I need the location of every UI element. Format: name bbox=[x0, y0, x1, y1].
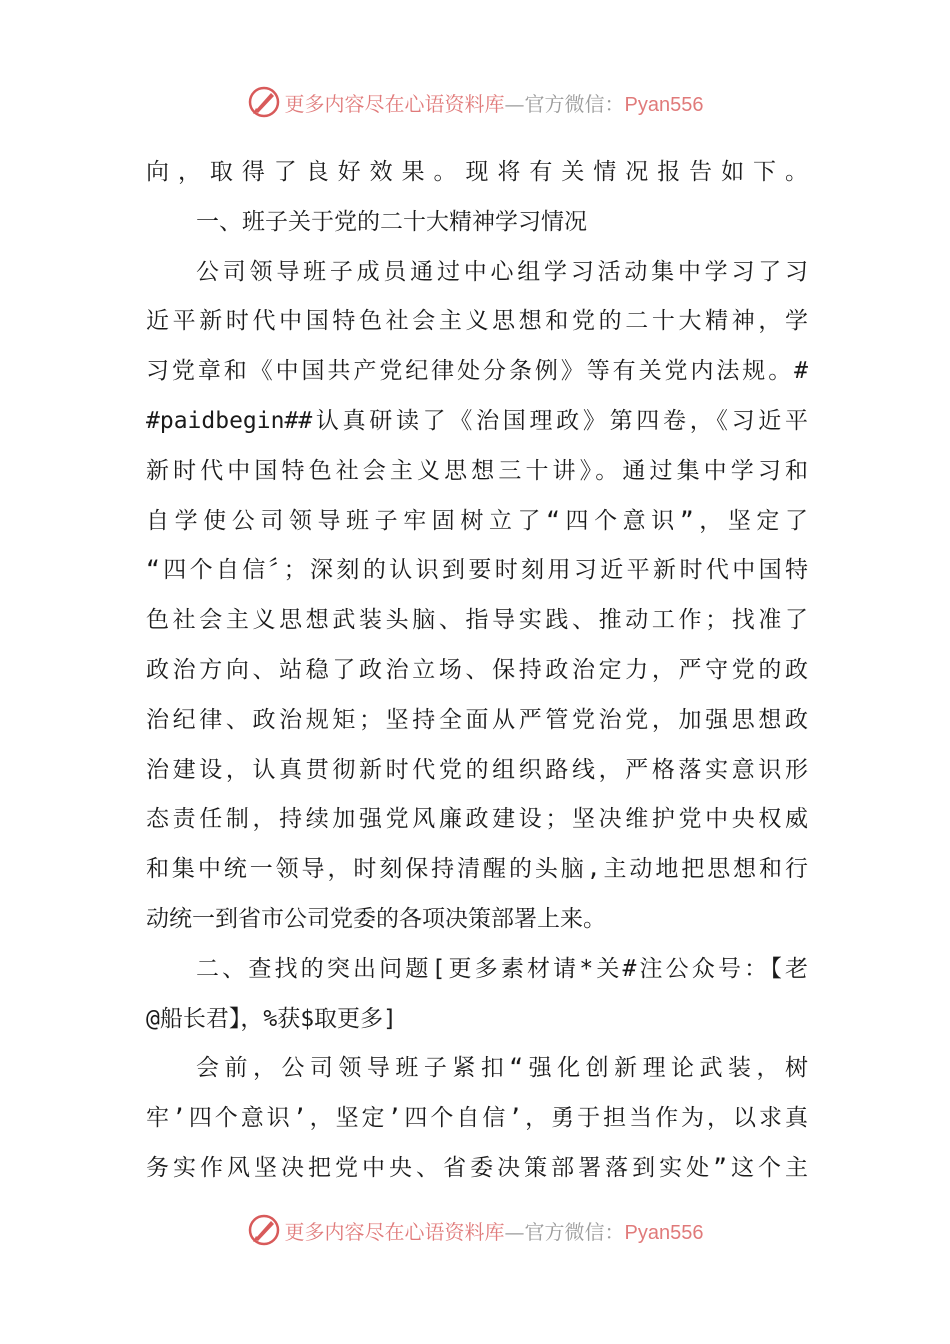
text-line: 公司领导班子成员通过中心组学习活动集中学习了习 bbox=[196, 258, 808, 285]
document-body bbox=[146, 148, 808, 1194]
text-line: 和集中统一领导，时刻保持清醒的头脑,主动地把思想和行 bbox=[146, 856, 808, 883]
banner-wechat-id: Pyan556 bbox=[624, 1221, 704, 1244]
header-watermark-banner bbox=[0, 82, 950, 122]
section-heading-1: 一、班子关于党的二十大精神学习情况 bbox=[196, 208, 587, 235]
text-line: #paidbegin##认真研读了《治国理政》第四卷，《习近平 bbox=[146, 407, 808, 434]
text-line: 政治方向、站稳了政治立场、保持政治定力，严守党的政 bbox=[146, 656, 808, 683]
text-line: 新时代中国特色社会主义思想三十讲》。通过集中学习和 bbox=[146, 457, 808, 484]
banner-wechat-label: 官方微信： bbox=[524, 91, 625, 116]
pen-logo-icon bbox=[247, 1213, 281, 1247]
text-line: 态责任制，持续加强党风廉政建设；坚决维护党中央权威 bbox=[146, 806, 808, 833]
text-line: 近平新时代中国特色社会主义思想和党的二十大精神，学 bbox=[146, 308, 808, 335]
text-line: “四个自信〞；深刻的认识到要时刻用习近平新时代中国特 bbox=[146, 557, 808, 584]
text-line: 向，取得了良好效果。现将有关情况报告如下。 bbox=[146, 159, 808, 185]
text-line: 牢’四个意识’，坚定’四个自信’，勇于担当作为，以求真 bbox=[146, 1105, 808, 1132]
text-line: 治纪律、政治规矩；坚持全面从严管党治党，加强思想政 bbox=[146, 706, 808, 733]
text-line: 会前，公司领导班子紧扣“强化创新理论武装，树 bbox=[196, 1055, 808, 1082]
section-heading-2: 二、查找的突出问题[更多素材请*关#注公众号：【老 bbox=[196, 955, 808, 982]
banner-dash: — bbox=[504, 91, 525, 116]
footer-watermark-banner bbox=[0, 1210, 950, 1250]
banner-site-text: 更多内容尽在心语资料库 bbox=[284, 1219, 505, 1244]
text-line: 习党章和《中国共产党纪律处分条例》等有关党内法规。# bbox=[146, 358, 808, 385]
text-line: 色社会主义思想武装头脑、指导实践、推动工作；找准了 bbox=[146, 607, 808, 634]
text-line: 治建设，认真贯彻新时代党的组织路线，严格落实意识形 bbox=[146, 756, 808, 783]
banner-wechat-label: 官方微信： bbox=[524, 1219, 625, 1244]
text-line: 自学使公司领导班子牢固树立了“四个意识”，坚定了 bbox=[146, 507, 808, 534]
banner-dash: — bbox=[504, 1219, 525, 1244]
pen-logo-icon bbox=[247, 85, 281, 119]
text-line: 务实作风坚决把党中央、省委决策部署落到实处”这个主 bbox=[146, 1154, 808, 1181]
banner-site-text: 更多内容尽在心语资料库 bbox=[284, 91, 505, 116]
text-line: 动统一到省市公司党委的各项决策部署上来。 bbox=[146, 905, 606, 932]
text-line: @船长君】，%获$取更多] bbox=[146, 1005, 397, 1032]
banner-wechat-id: Pyan556 bbox=[624, 93, 704, 116]
